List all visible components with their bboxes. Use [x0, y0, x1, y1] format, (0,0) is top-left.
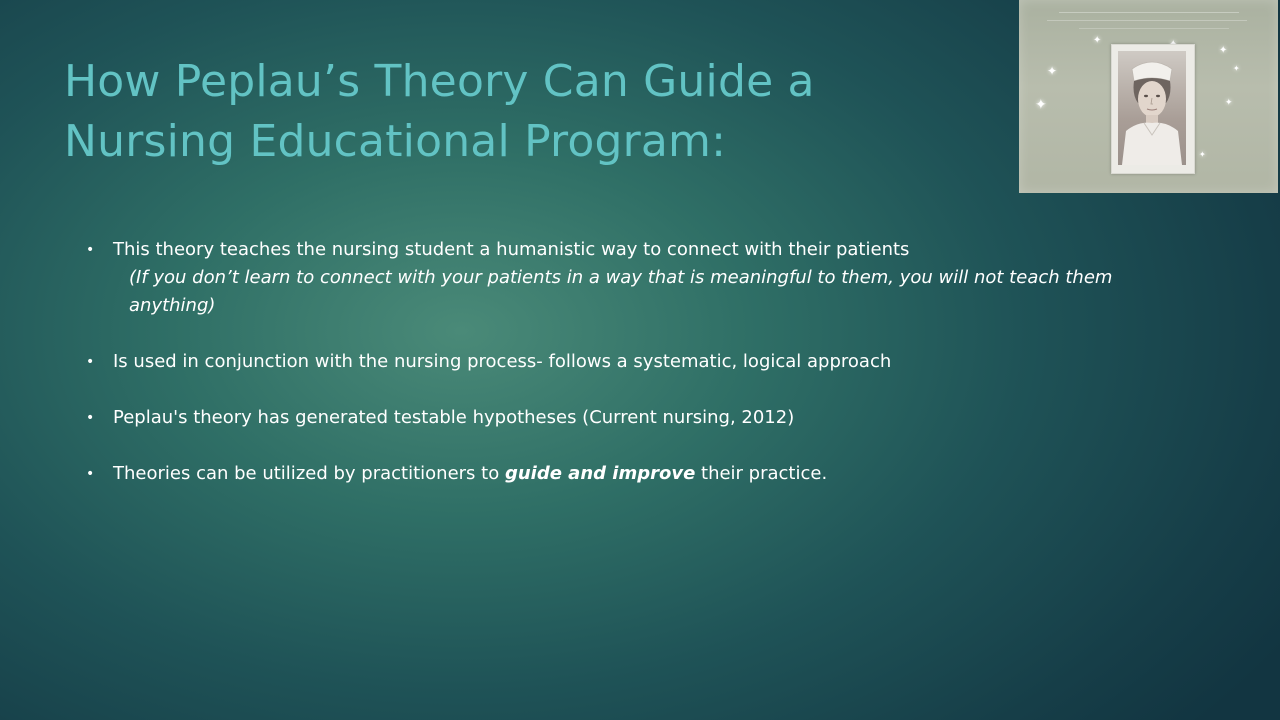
bullet-item: [86, 236, 1196, 320]
bullet-item: [86, 460, 1196, 488]
sparkle-icon: ✦: [1035, 97, 1047, 113]
bullet-marker: •: [86, 242, 95, 258]
sparkle-icon: ✦: [1093, 35, 1102, 46]
bullet-text: Theories can be utilized by practitioners to: [113, 463, 505, 484]
slide-title-line-2: Nursing Educational Program:: [64, 116, 727, 167]
bullet-emphasis: guide and improve: [504, 463, 696, 484]
bullet-subtext: (If you don’t learn to connect with your patients in a way that is meaningful to them, you will not teach them anything): [129, 267, 1113, 316]
bullet-list: [86, 236, 1196, 488]
bullet-marker: •: [86, 410, 95, 426]
bullet-marker: •: [86, 466, 95, 482]
sparkle-icon: ✦: [1219, 45, 1228, 56]
sparkle-icon: ✦: [1047, 64, 1058, 78]
decorative-line: [1047, 20, 1247, 21]
bullet-text: This theory teaches the nursing student a humanistic way to connect with their patients: [113, 239, 910, 260]
bullet-marker: •: [86, 354, 95, 370]
nurse-figure-icon: [1118, 51, 1186, 165]
bullet-item: [86, 404, 1196, 432]
sparkle-icon: ✦: [1233, 64, 1240, 73]
sparkle-icon: ✦: [1225, 98, 1233, 108]
bullet-text: Peplau's theory has generated testable hypotheses (Current nursing, 2012): [113, 407, 795, 428]
slide-title-line-1: How Peplau’s Theory Can Guide a: [64, 56, 815, 107]
nurse-portrait: [1111, 44, 1195, 174]
portrait-photo: [1019, 0, 1278, 193]
decorative-line: [1079, 28, 1229, 29]
bullet-text: Is used in conjunction with the nursing process- follows a systematic, logical approach: [113, 351, 892, 372]
bullet-item: [86, 348, 1196, 376]
bullet-text: their practice.: [695, 463, 828, 484]
slide-title: [64, 52, 1004, 172]
portrait-image: [1118, 51, 1186, 165]
sparkle-icon: ✦: [1199, 150, 1206, 159]
decorative-line: [1059, 12, 1239, 13]
